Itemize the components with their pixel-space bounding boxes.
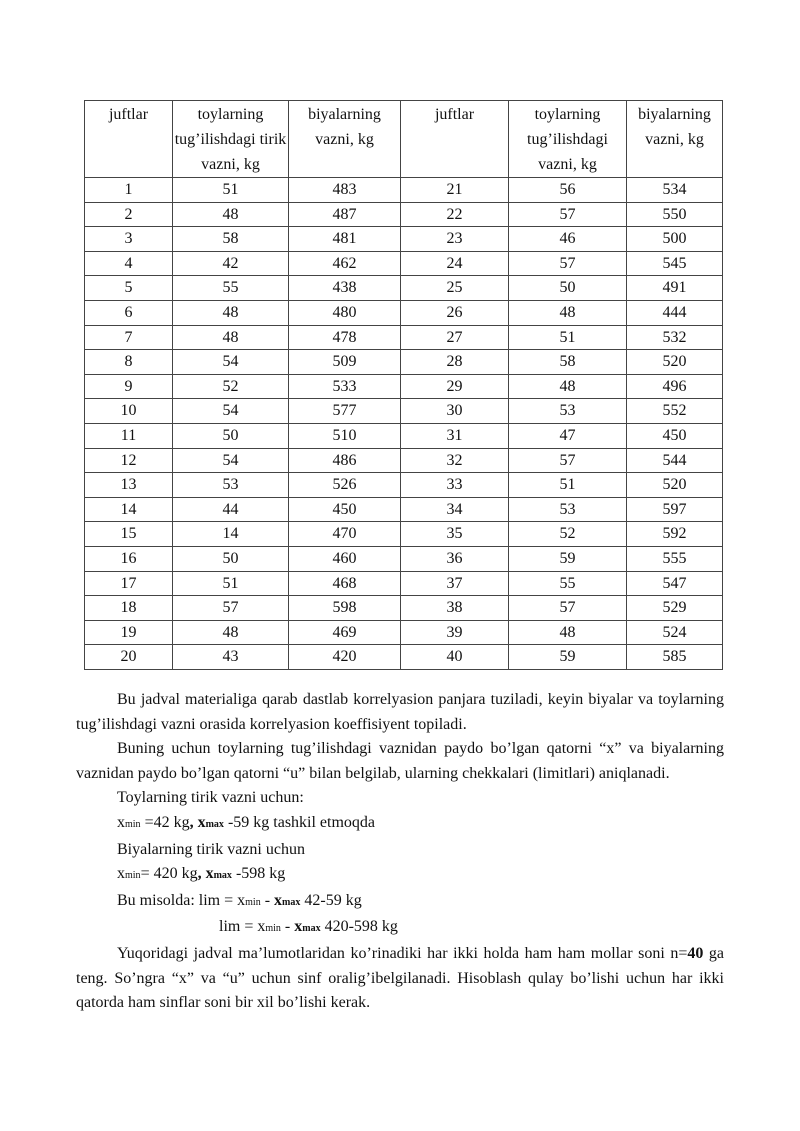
- foal-heading: Toylarning tirik vazni uchun:: [117, 789, 304, 807]
- table-cell: 56: [509, 178, 627, 203]
- table-cell: 550: [627, 202, 723, 227]
- table-cell: 27: [401, 325, 509, 350]
- table-cell: 44: [173, 497, 289, 522]
- table-cell: 1: [85, 178, 173, 203]
- table-cell: 13: [85, 473, 173, 498]
- paragraph-3: Yuqoridagi jadval ma’lumotlaridan ko’rinadiki har ikki holda ham ham mollar soni n=40 ga teng. So’ngra “x” va “u” uchun sinf oralig’ibelgilanadi. Hisoblash qulay bo’lishi uchun har ikki qatorda ham sinflar soni bir xil bo’lishi kerak.: [76, 944, 725, 1012]
- table-cell: 10: [85, 399, 173, 424]
- table-cell: 33: [401, 473, 509, 498]
- table-cell: 577: [289, 399, 401, 424]
- table-cell: 55: [173, 276, 289, 301]
- table-cell: 48: [173, 300, 289, 325]
- table-cell: 32: [401, 448, 509, 473]
- table-row: [85, 227, 723, 252]
- table-cell: 555: [627, 546, 723, 571]
- table-row: [85, 374, 723, 399]
- table-row: [85, 202, 723, 227]
- table-cell: 35: [401, 522, 509, 547]
- table-cell: 4: [85, 251, 173, 276]
- table-row: [85, 325, 723, 350]
- table-cell: 40: [401, 645, 509, 670]
- table-row: [85, 596, 723, 621]
- table-cell: 30: [401, 399, 509, 424]
- table-cell: 26: [401, 300, 509, 325]
- table-cell: 483: [289, 178, 401, 203]
- foal-mare-weight-table: [84, 100, 723, 670]
- table-cell: 52: [173, 374, 289, 399]
- header-foal-weight: toylarning tug’ilishdagi tirik vazni, kg: [173, 101, 289, 178]
- table-cell: 544: [627, 448, 723, 473]
- table-cell: 526: [289, 473, 401, 498]
- table-cell: 496: [627, 374, 723, 399]
- table-cell: 57: [173, 596, 289, 621]
- table-cell: 34: [401, 497, 509, 522]
- lim-line-2: lim = xmin - xmax 420-598 kg: [219, 918, 398, 936]
- table-cell: 5: [85, 276, 173, 301]
- table-cell: 21: [401, 178, 509, 203]
- table-cell: 547: [627, 571, 723, 596]
- table-cell: 51: [509, 473, 627, 498]
- table-cell: 545: [627, 251, 723, 276]
- table-cell: 54: [173, 399, 289, 424]
- table-cell: 533: [289, 374, 401, 399]
- table-cell: 520: [627, 473, 723, 498]
- table-cell: 481: [289, 227, 401, 252]
- paragraph-1: Bu jadval materialiga qarab dastlab korrelyasion panjara tuziladi, keyin biyalar va toylarning tug’ilishdagi vazni orasida korrelyasion koeffisiyent topiladi.: [76, 691, 724, 733]
- table-row: [85, 251, 723, 276]
- table-cell: 3: [85, 227, 173, 252]
- table-cell: 57: [509, 596, 627, 621]
- header-foal-weight-2: toylarning tug’ilishdagi vazni, kg: [509, 101, 627, 178]
- table-cell: 48: [173, 325, 289, 350]
- table-cell: 450: [289, 497, 401, 522]
- table-cell: 48: [509, 620, 627, 645]
- table-cell: 57: [509, 448, 627, 473]
- table-cell: 6: [85, 300, 173, 325]
- table-cell: 500: [627, 227, 723, 252]
- table-cell: 19: [85, 620, 173, 645]
- table-row: [85, 522, 723, 547]
- table-cell: 534: [627, 178, 723, 203]
- table-cell: 42: [173, 251, 289, 276]
- table-cell: 420: [289, 645, 401, 670]
- mare-limits: xmin= 420 kg, xmax -598 kg: [117, 865, 286, 883]
- table-cell: 552: [627, 399, 723, 424]
- table-cell: 48: [509, 300, 627, 325]
- header-mare-weight-2: biyalarning vazni, kg: [627, 101, 723, 178]
- table-cell: 52: [509, 522, 627, 547]
- table-row: [85, 497, 723, 522]
- table-cell: 491: [627, 276, 723, 301]
- table-cell: 46: [509, 227, 627, 252]
- table-row: [85, 645, 723, 670]
- table-cell: 36: [401, 546, 509, 571]
- table-cell: 58: [509, 350, 627, 375]
- table-cell: 57: [509, 251, 627, 276]
- table-cell: 17: [85, 571, 173, 596]
- table-cell: 520: [627, 350, 723, 375]
- body-text: [76, 688, 724, 1016]
- table-cell: 31: [401, 423, 509, 448]
- table-cell: 468: [289, 571, 401, 596]
- table-cell: 2: [85, 202, 173, 227]
- table-cell: 18: [85, 596, 173, 621]
- table-cell: 585: [627, 645, 723, 670]
- table-cell: 43: [173, 645, 289, 670]
- table-cell: 529: [627, 596, 723, 621]
- table-cell: 444: [627, 300, 723, 325]
- table-cell: 592: [627, 522, 723, 547]
- table-cell: 478: [289, 325, 401, 350]
- table-cell: 48: [509, 374, 627, 399]
- table-cell: 37: [401, 571, 509, 596]
- table-cell: 51: [173, 571, 289, 596]
- table-cell: 23: [401, 227, 509, 252]
- table-cell: 14: [173, 522, 289, 547]
- table-cell: 15: [85, 522, 173, 547]
- table-row: [85, 423, 723, 448]
- table-cell: 58: [173, 227, 289, 252]
- table-row: [85, 399, 723, 424]
- table-cell: 597: [627, 497, 723, 522]
- table-cell: 14: [85, 497, 173, 522]
- table-cell: 22: [401, 202, 509, 227]
- table-cell: 28: [401, 350, 509, 375]
- header-mare-weight: biyalarning vazni, kg: [289, 101, 401, 178]
- mare-heading: Biyalarning tirik vazni uchun: [117, 840, 305, 858]
- header-pairs-2: juftlar: [401, 101, 509, 178]
- table-row: [85, 473, 723, 498]
- table-row: [85, 448, 723, 473]
- table-row: [85, 178, 723, 203]
- table-row: [85, 276, 723, 301]
- table-cell: 598: [289, 596, 401, 621]
- table-cell: 469: [289, 620, 401, 645]
- table-cell: 54: [173, 350, 289, 375]
- lim-line-1: Bu misolda: lim = xmin - xmax 42-59 kg: [117, 891, 362, 909]
- table-cell: 53: [509, 497, 627, 522]
- table-cell: 50: [173, 546, 289, 571]
- table-cell: 16: [85, 546, 173, 571]
- table-cell: 450: [627, 423, 723, 448]
- table-cell: 50: [509, 276, 627, 301]
- table-cell: 9: [85, 374, 173, 399]
- table-cell: 48: [173, 202, 289, 227]
- table-row: [85, 620, 723, 645]
- table-cell: 59: [509, 645, 627, 670]
- table-cell: 7: [85, 325, 173, 350]
- table-cell: 24: [401, 251, 509, 276]
- table-cell: 38: [401, 596, 509, 621]
- table-row: [85, 350, 723, 375]
- table-cell: 12: [85, 448, 173, 473]
- table-cell: 47: [509, 423, 627, 448]
- table-cell: 29: [401, 374, 509, 399]
- table-row: [85, 300, 723, 325]
- paragraph-2: Buning uchun toylarning tug’ilishdagi vaznidan paydo bo’lgan qatorni “x” va biyalarning vaznidan paydo bo’lgan qatorni “u” bilan belgilab, ularning chekkalari (limitlari) aniqlanadi.: [76, 740, 724, 782]
- table-cell: 510: [289, 423, 401, 448]
- table-cell: 11: [85, 423, 173, 448]
- table-cell: 480: [289, 300, 401, 325]
- table-cell: 51: [173, 178, 289, 203]
- table-cell: 50: [173, 423, 289, 448]
- table-cell: 509: [289, 350, 401, 375]
- table-cell: 470: [289, 522, 401, 547]
- table-cell: 8: [85, 350, 173, 375]
- table-cell: 460: [289, 546, 401, 571]
- table-cell: 438: [289, 276, 401, 301]
- table-cell: 53: [509, 399, 627, 424]
- table-cell: 486: [289, 448, 401, 473]
- table-cell: 487: [289, 202, 401, 227]
- table-header-row: [85, 101, 723, 178]
- table-cell: 39: [401, 620, 509, 645]
- table-cell: 524: [627, 620, 723, 645]
- table-row: [85, 571, 723, 596]
- table-cell: 48: [173, 620, 289, 645]
- header-pairs: juftlar: [85, 101, 173, 178]
- table-cell: 532: [627, 325, 723, 350]
- table-cell: 20: [85, 645, 173, 670]
- table-cell: 53: [173, 473, 289, 498]
- table-cell: 51: [509, 325, 627, 350]
- table-row: [85, 546, 723, 571]
- table-cell: 59: [509, 546, 627, 571]
- table-cell: 25: [401, 276, 509, 301]
- table-cell: 462: [289, 251, 401, 276]
- table-cell: 55: [509, 571, 627, 596]
- table-cell: 54: [173, 448, 289, 473]
- foal-limits: xmin =42 kg, xmax -59 kg tashkil etmoqda: [117, 813, 376, 831]
- table-cell: 57: [509, 202, 627, 227]
